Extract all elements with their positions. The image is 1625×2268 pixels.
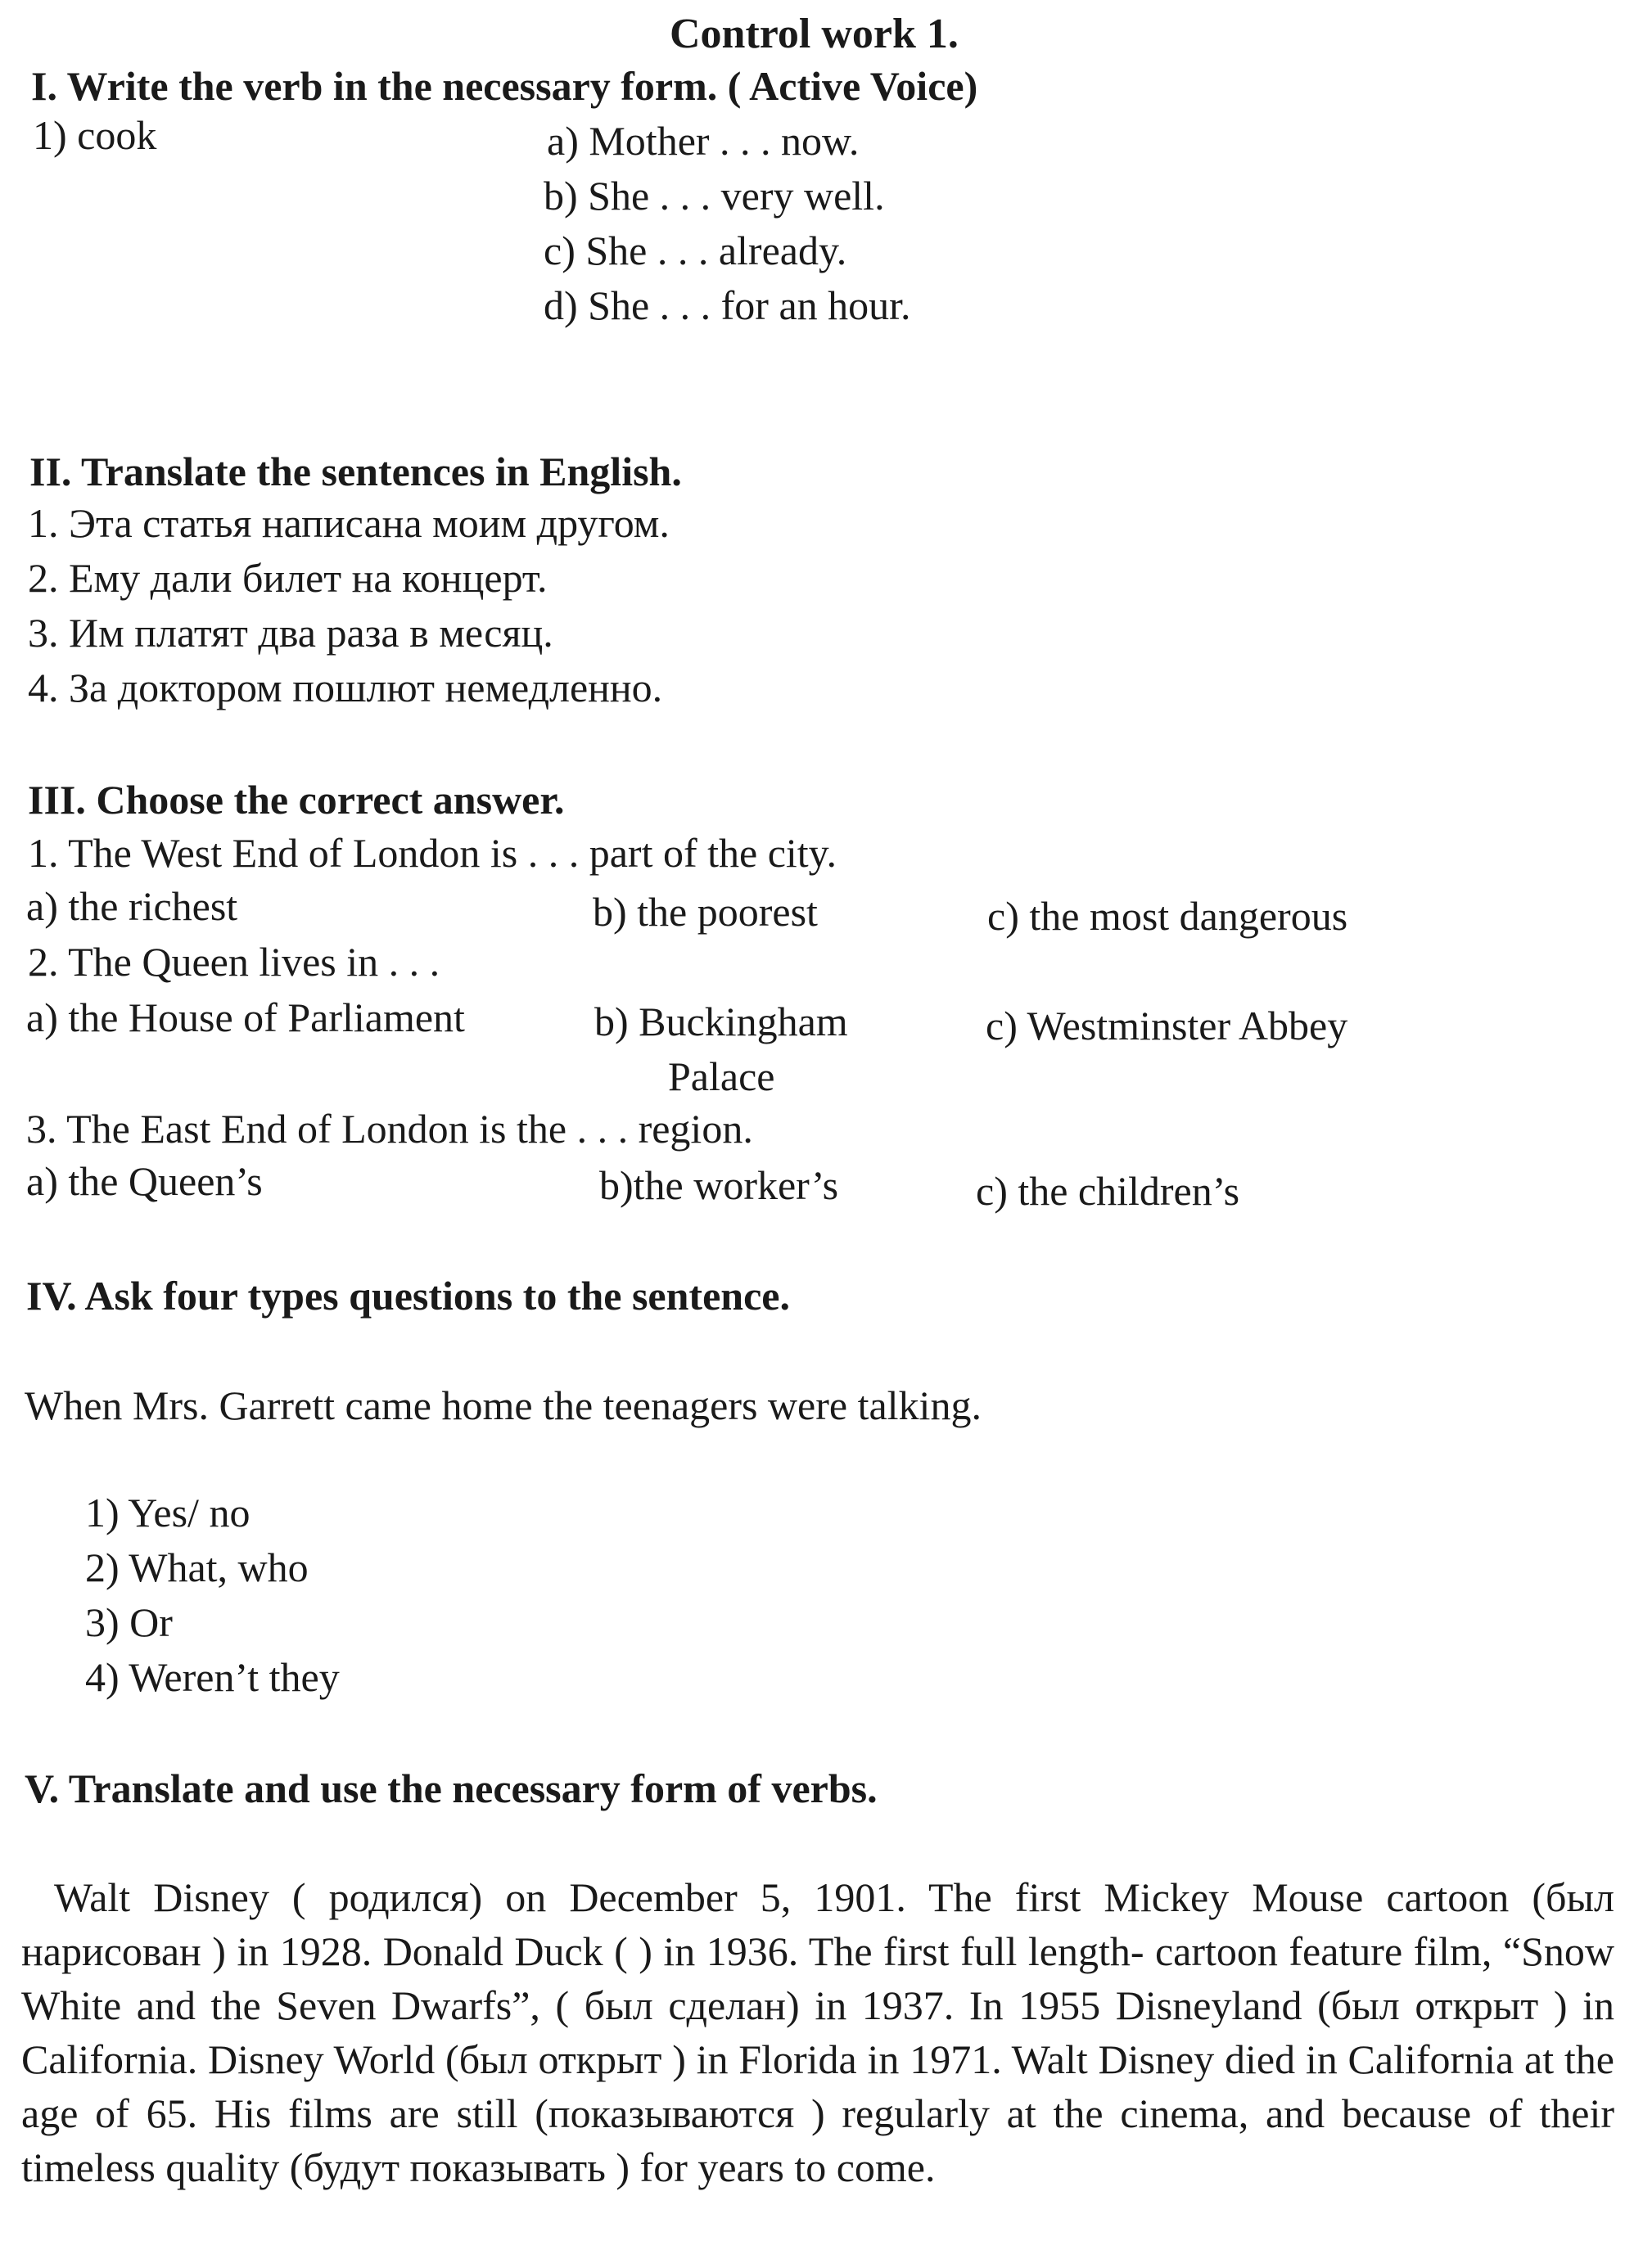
section-1-heading: I. Write the verb in the necessary form. ( Active Voice): [31, 63, 978, 109]
section-4-heading: IV. Ask four types questions to the sentence.: [26, 1273, 790, 1319]
question-1-option-c: c) the most dangerous: [987, 893, 1348, 939]
question-3-text: 3. The East End of London is the . . . region.: [26, 1106, 753, 1152]
question-1-option-a: a) the richest: [26, 883, 238, 929]
section-4-sentence: When Mrs. Garrett came home the teenagers were talking.: [25, 1382, 982, 1428]
question-1-text: 1. The West End of London is . . . part of the city.: [28, 830, 837, 876]
section-1-item: b) She . . . very well.: [544, 173, 885, 219]
question-3-option-b: b)the worker’s: [599, 1162, 839, 1208]
section-1-verb: 1) cook: [33, 112, 157, 158]
section-1-item: a) Mother . . . now.: [547, 118, 860, 164]
section-2-item: 1. Эта статья написана моим другом.: [28, 500, 670, 546]
section-3-heading: III. Choose the correct answer.: [28, 777, 565, 823]
section-4-item: 2) What, who: [85, 1544, 309, 1590]
section-2-item: 3. Им платят два раза в месяц.: [28, 610, 553, 656]
question-2-option-b: b) Buckingham: [594, 999, 848, 1044]
section-1-item: c) She . . . already.: [544, 228, 847, 273]
section-2-heading: II. Translate the sentences in English.: [29, 449, 682, 494]
question-1-option-b: b) the poorest: [593, 889, 818, 935]
page-title: Control work 1.: [670, 11, 959, 57]
section-5-heading: V. Translate and use the necessary form of verbs.: [25, 1765, 878, 1811]
question-2-option-b-line2: Palace: [668, 1053, 775, 1099]
question-2-option-c: c) Westminster Abbey: [986, 1003, 1348, 1048]
section-4-item: 3) Or: [85, 1599, 173, 1645]
section-4-item: 1) Yes/ no: [85, 1490, 251, 1535]
section-5-paragraph: Walt Disney ( родился) on December 5, 1901. The first Mickey Mouse cartoon (был нарисован ) in 1928. Donald Duck ( ) in 1936. The first full length- cartoon feature film, “Snow White and the Seven Dwarfs”, ( был сделан) in 1937. In 1955 Disneyland (был открыт ) in California. Disney World (был открыт ) in Florida in 1971. Walt Disney died in California at the age of 65. His films are still (показываются ) regularly at the cinema, and because of their timeless quality (будут показывать ) for years to come.: [21, 1874, 1614, 2190]
section-1-item: d) She . . . for an hour.: [544, 282, 911, 328]
question-2-text: 2. The Queen lives in . . .: [28, 939, 440, 985]
section-4-item: 4) Weren’t they: [85, 1654, 340, 1700]
question-3-option-a: a) the Queen’s: [26, 1158, 263, 1204]
question-2-option-a: a) the House of Parliament: [26, 994, 465, 1040]
question-3-option-c: c) the children’s: [976, 1168, 1240, 1214]
section-2-item: 2. Ему дали билет на концерт.: [28, 555, 548, 601]
section-2-item: 4. За доктором пошлют немедленно.: [28, 665, 663, 710]
